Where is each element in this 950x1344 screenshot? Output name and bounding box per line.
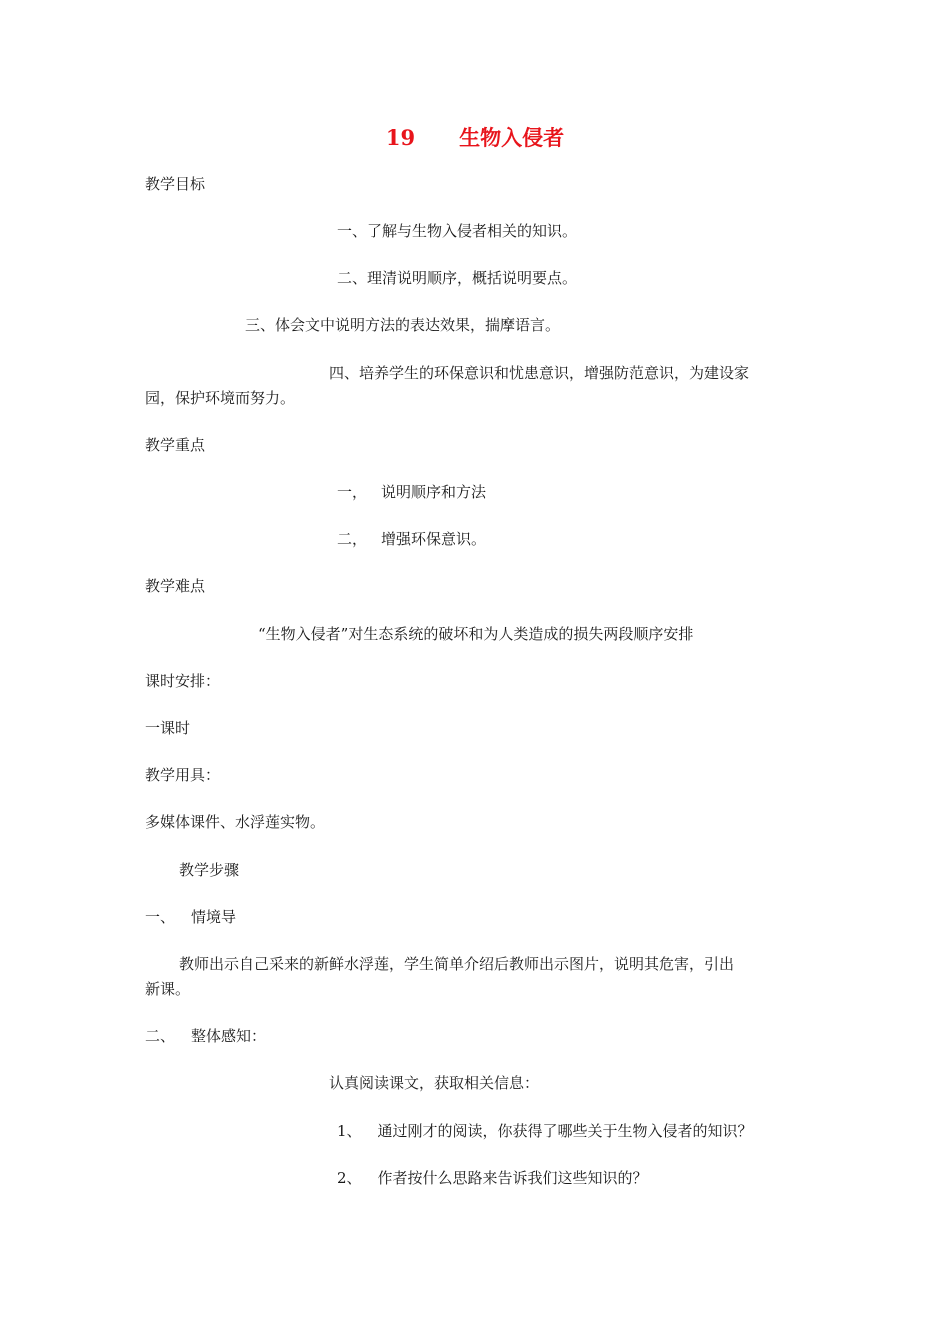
step-title: 情境导 [191, 908, 237, 926]
schedule-heading: 课时安排： [145, 672, 221, 690]
schedule-text: 一课时 [145, 719, 191, 737]
lesson-number: 19 [385, 125, 416, 150]
key-point-text: 说明顺序和方法 [381, 483, 487, 501]
step-title: 整体感知： [191, 1027, 267, 1045]
list-marker: 1、 [337, 1122, 362, 1140]
objective-item: 一、了解与生物入侵者相关的知识。 [337, 222, 578, 240]
list-marker: 2、 [337, 1169, 362, 1187]
lesson-title: 生物入侵者 [459, 125, 565, 150]
list-marker: 一、 [145, 908, 176, 926]
objectives-heading: 教学目标 [145, 175, 206, 193]
key-point-item [337, 482, 486, 502]
question-item [337, 1121, 753, 1141]
list-marker: 一， [337, 483, 368, 501]
tools-heading: 教学用具： [145, 766, 221, 784]
question-item [337, 1168, 648, 1188]
key-point-text: 增强环保意识。 [381, 530, 487, 548]
objective-item: 四、培养学生的环保意识和忧患意识，增强防范意识，为建设家 [329, 364, 750, 382]
objective-item: 三、体会文中说明方法的表达效果，揣摩语言。 [245, 316, 561, 334]
objective-item-continued: 园，保护环境而努力。 [145, 389, 296, 407]
difficulties-heading: 教学难点 [145, 577, 206, 595]
tools-text: 多媒体课件、水浮莲实物。 [145, 813, 326, 831]
step-body: 教师出示自己采来的新鲜水浮莲，学生简单介绍后教师出示图片，说明其危害，引出 [179, 955, 735, 973]
document-title [0, 124, 950, 152]
step-intro: 认真阅读课文，获取相关信息： [329, 1074, 540, 1092]
list-marker: 二、 [145, 1027, 176, 1045]
step-heading [145, 1026, 266, 1046]
list-marker: 二， [337, 530, 368, 548]
key-points-heading: 教学重点 [145, 436, 206, 454]
objective-item: 二、理清说明顺序，概括说明要点。 [337, 269, 578, 287]
question-text: 通过刚才的阅读，你获得了哪些关于生物入侵者的知识？ [377, 1122, 753, 1140]
question-text: 作者按什么思路来告诉我们这些知识的？ [377, 1169, 648, 1187]
step-body-continued: 新课。 [145, 980, 191, 998]
steps-heading: 教学步骤 [179, 861, 240, 879]
difficulties-text: “生物入侵者”对生态系统的破坏和为人类造成的损失两段顺序安排 [258, 625, 694, 643]
step-heading [145, 907, 236, 927]
key-point-item [337, 529, 486, 549]
